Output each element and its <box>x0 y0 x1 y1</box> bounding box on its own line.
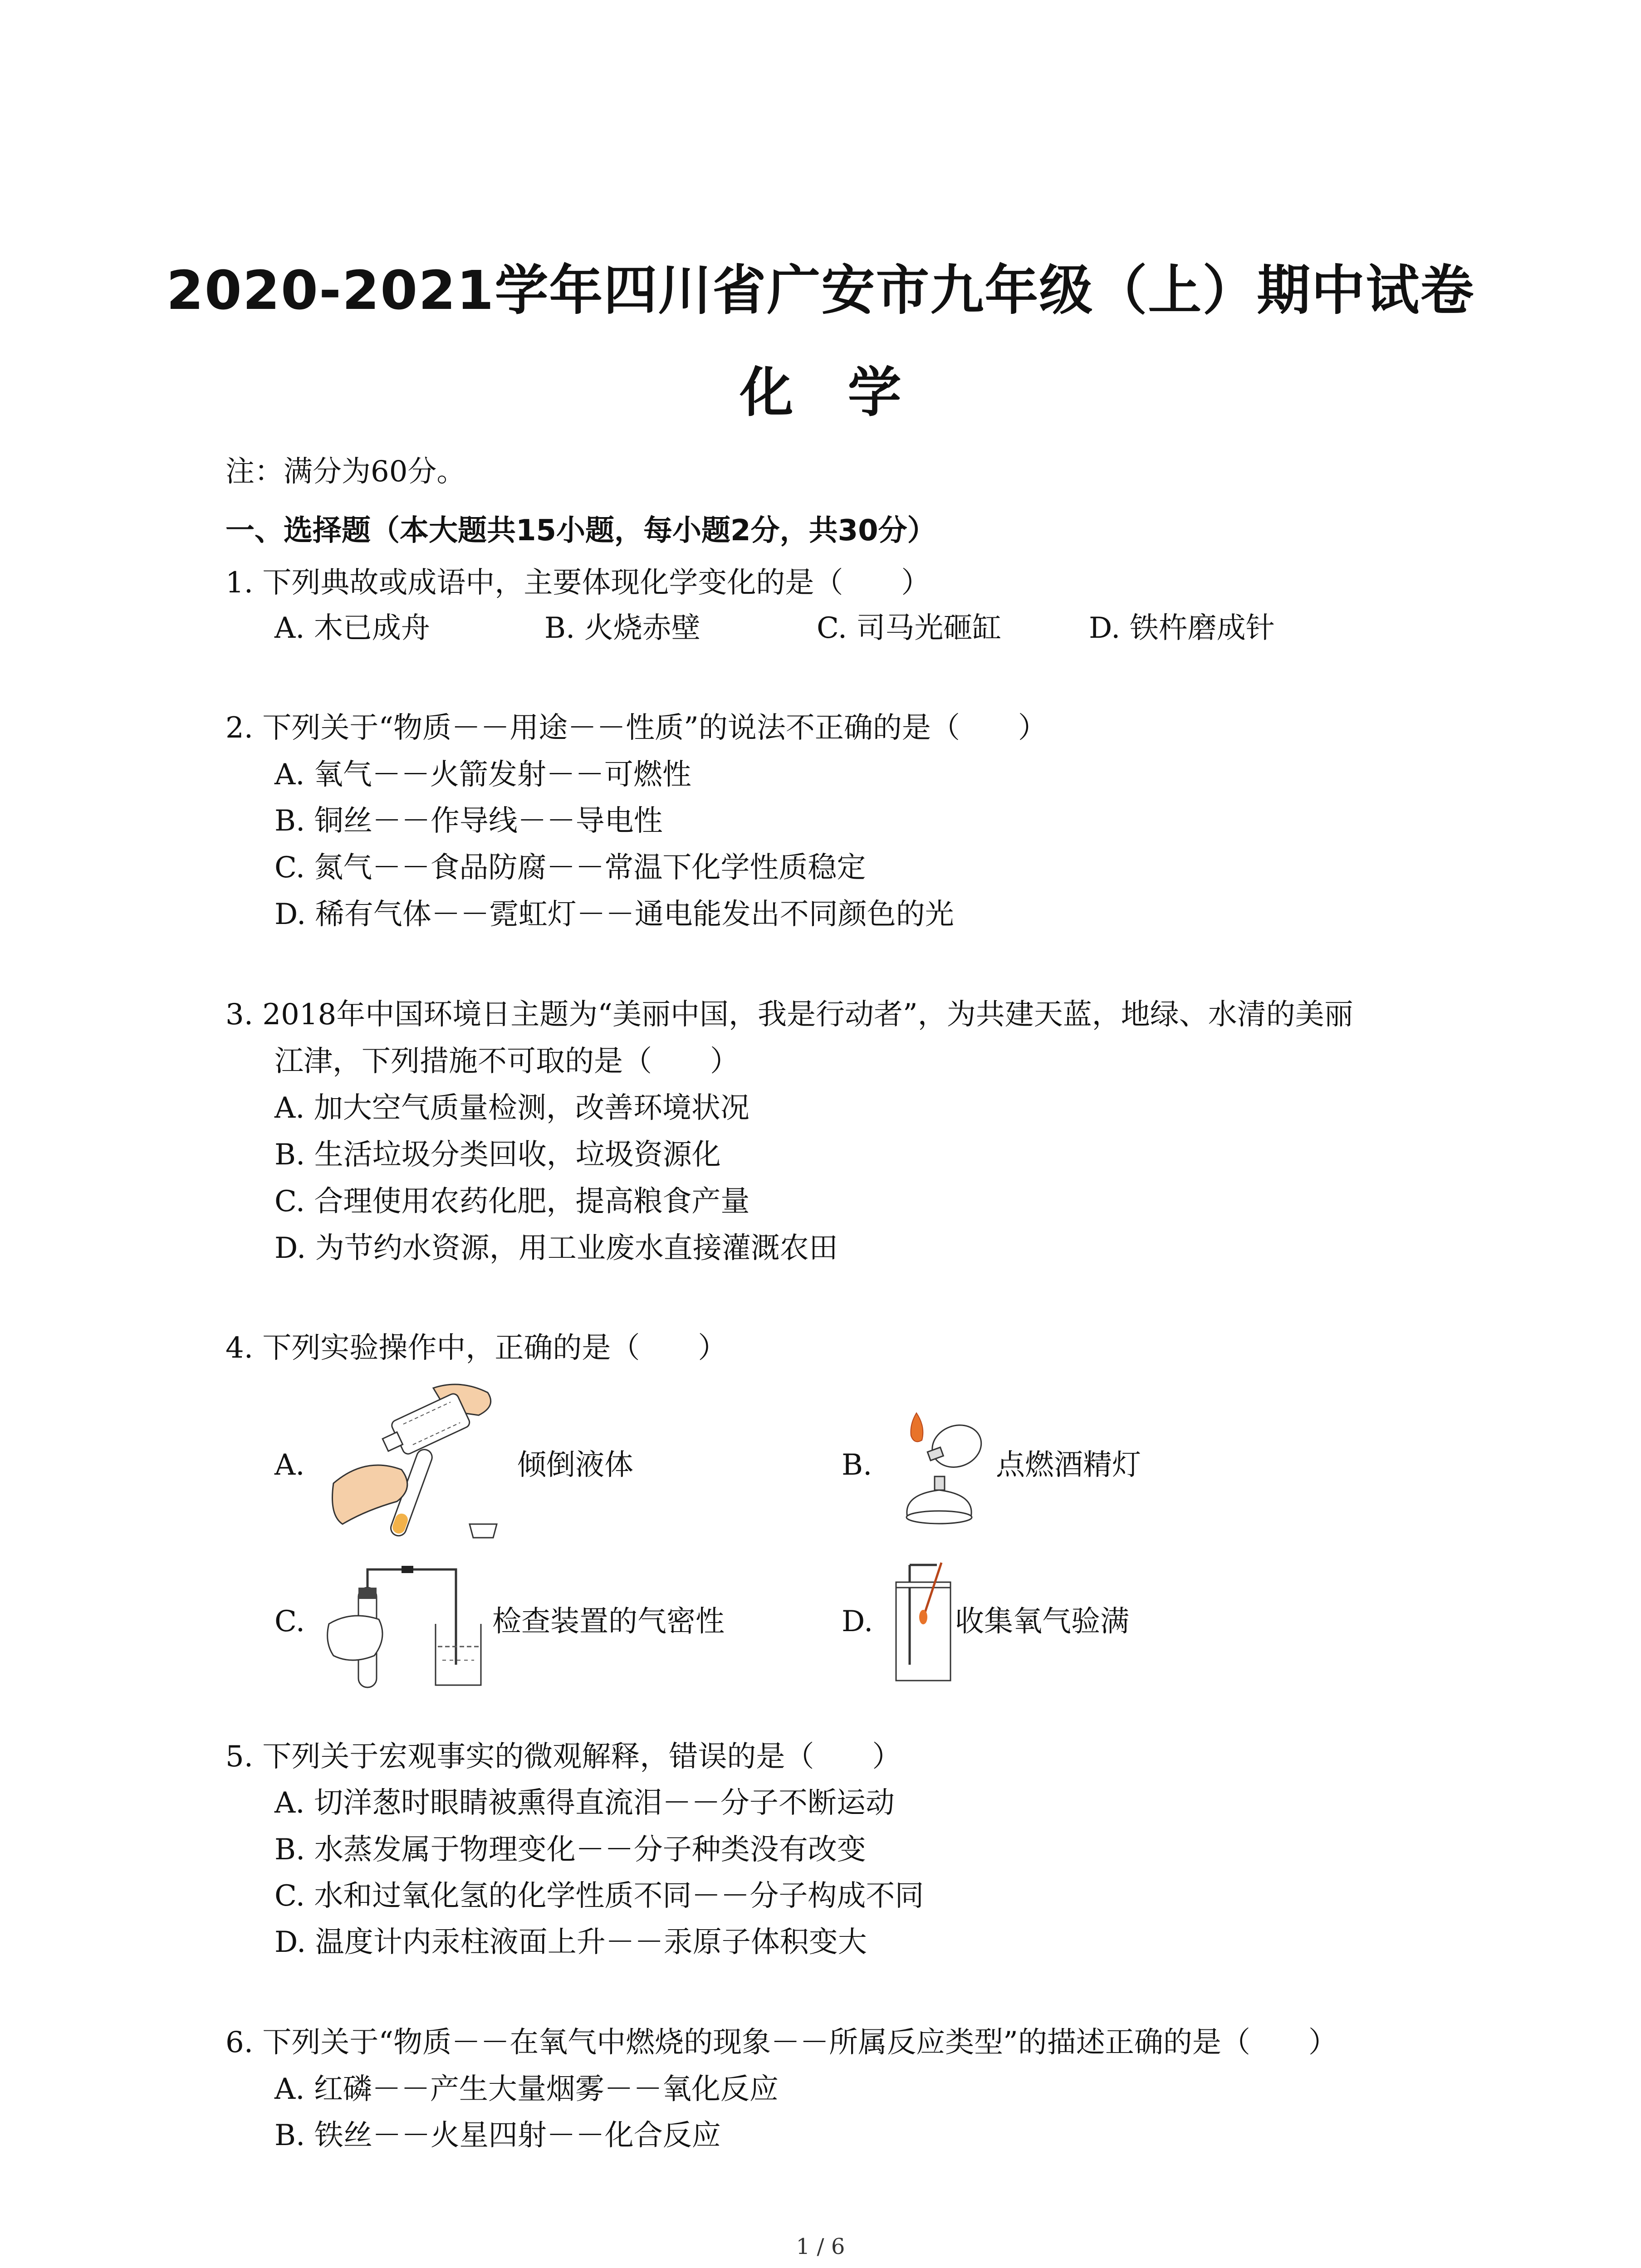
question-3-stem-line2: 江津，下列措施不可取的是（ ） <box>274 1045 739 1078</box>
question-6-stem: 6. 下列关于“物质－－在氧气中燃烧的现象－－所属反应类型”的描述正确的是（ ） <box>225 2026 1337 2059</box>
question-5-option-c: C. 水和过氧化氢的化学性质不同－－分子构成不同 <box>274 1879 924 1913</box>
exam-title: 2020-2021学年四川省广安市九年级（上）期中试卷 <box>166 259 1475 322</box>
question-3-option-a: A. 加大空气质量检测，改善环境状况 <box>274 1091 749 1125</box>
question-6-option-a: A. 红磷－－产生大量烟雾－－氧化反应 <box>274 2072 779 2106</box>
question-1-option-a: A. 木已成舟 <box>274 611 430 645</box>
question-2-option-d: D. 稀有气体－－霓虹灯－－通电能发出不同颜色的光 <box>274 898 954 931</box>
question-5-option-d: D. 温度计内汞柱液面上升－－汞原子体积变大 <box>274 1926 867 1959</box>
question-2-option-b: B. 铜丝－－作导线－－导电性 <box>274 804 663 838</box>
question-1-stem: 1. 下列典故或成语中，主要体现化学变化的是（ ） <box>225 566 931 600</box>
oxygen-collection-icon <box>892 1560 960 1685</box>
question-4-stem: 4. 下列实验操作中，正确的是（ ） <box>225 1331 727 1365</box>
question-5-option-a: A. 切洋葱时眼睛被熏得直流泪－－分子不断运动 <box>274 1786 895 1820</box>
question-1-option-d: D. 铁杵磨成针 <box>1089 611 1275 645</box>
question-3-option-c: C. 合理使用农药化肥，提高粮食产量 <box>274 1185 750 1218</box>
question-4-option-c-letter: C. <box>274 1605 305 1638</box>
airtightness-check-icon <box>324 1556 497 1692</box>
question-3-option-b: B. 生活垃圾分类回收，垃圾资源化 <box>274 1138 721 1172</box>
pouring-liquid-icon <box>324 1379 519 1547</box>
question-4-option-d-letter: D. <box>842 1605 873 1638</box>
question-4-option-d-label: 收集氧气验满 <box>955 1605 1129 1638</box>
page-number: 1 / 6 <box>796 2234 845 2259</box>
question-1-option-c: C. 司马光砸缸 <box>817 611 1002 645</box>
exam-subject: 化学 <box>740 361 956 424</box>
question-4-option-b-label: 点燃酒精灯 <box>996 1448 1141 1482</box>
question-4-option-a-label: 倾倒液体 <box>517 1448 633 1482</box>
section-heading: 一、选择题（本大题共15小题，每小题2分，共30分） <box>225 514 936 547</box>
question-6-option-b: B. 铁丝－－火星四射－－化合反应 <box>274 2119 721 2152</box>
question-2-option-a: A. 氧气－－火箭发射－－可燃性 <box>274 758 691 792</box>
question-4-option-a-letter: A. <box>274 1448 305 1482</box>
question-5-option-b: B. 水蒸发属于物理变化－－分子种类没有改变 <box>274 1833 866 1867</box>
score-note: 注：满分为60分。 <box>225 455 466 489</box>
question-1-option-b: B. 火烧赤壁 <box>544 611 700 645</box>
question-4-option-c-label: 检查装置的气密性 <box>492 1605 725 1638</box>
alcohol-lamp-icon <box>889 1408 998 1529</box>
question-2-stem: 2. 下列关于“物质－－用途－－性质”的说法不正确的是（ ） <box>225 711 1047 745</box>
question-3-option-d: D. 为节约水资源，用工业废水直接灌溉农田 <box>274 1232 838 1265</box>
question-2-option-c: C. 氮气－－食品防腐－－常温下化学性质稳定 <box>274 851 866 885</box>
question-4-option-b-letter: B. <box>842 1448 872 1482</box>
question-3-stem-line1: 3. 2018年中国环境日主题为“美丽中国，我是行动者”，为共建天蓝，地绿、水清的美丽 <box>225 998 1353 1031</box>
question-5-stem: 5. 下列关于宏观事实的微观解释，错误的是（ ） <box>225 1740 901 1774</box>
